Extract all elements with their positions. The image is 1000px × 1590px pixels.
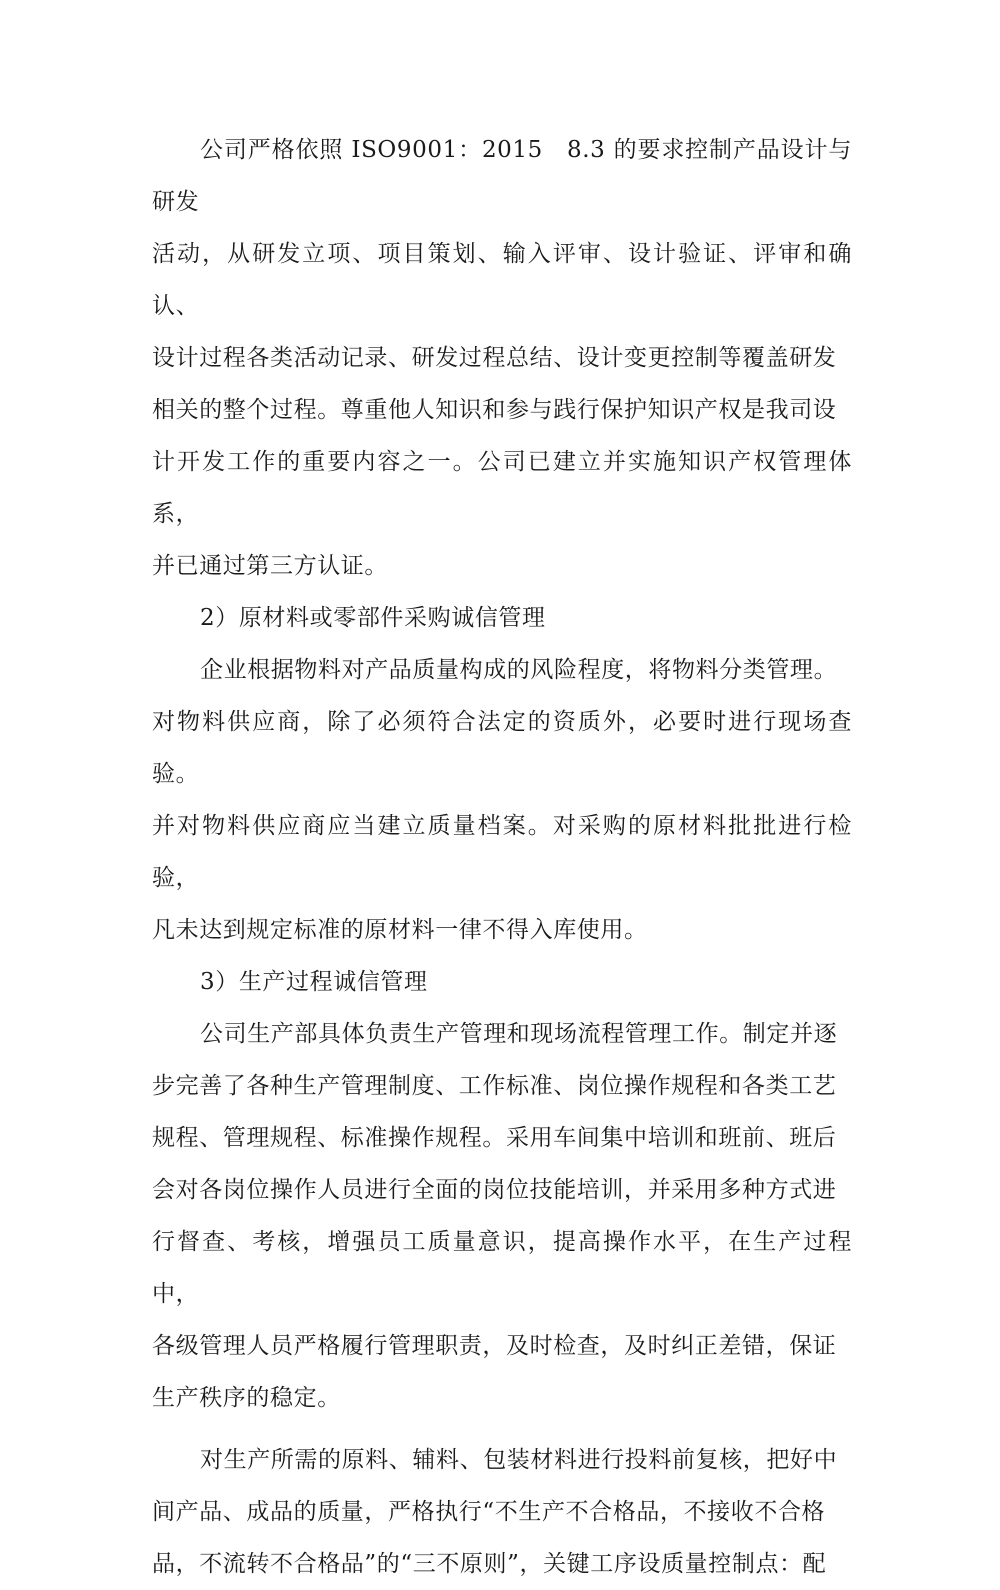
paragraph-material-check [152, 1434, 852, 1590]
paragraph-rd-control [152, 124, 852, 592]
text-line: 对物料供应商，除了必须符合法定的资质外，必要时进行现场查验。 [152, 709, 852, 787]
text-line: 公司严格依照 ISO9001：2015 8.3 的要求控制产品设计与研发 [152, 137, 852, 215]
text-line: 计开发工作的重要内容之一。公司已建立并实施知识产权管理体系， [152, 449, 852, 527]
text-line: 间产品、成品的质量，严格执行“不生产不合格品，不接收不合格 [152, 1499, 826, 1525]
text-line: 行督查、考核，增强员工质量意识，提高操作水平，在生产过程中， [152, 1229, 852, 1307]
text-line: 规程、管理规程、标准操作规程。采用车间集中培训和班前、班后 [152, 1125, 837, 1151]
text-line: 并对物料供应商应当建立质量档案。对采购的原材料批批进行检验， [152, 813, 852, 891]
text-line: 公司生产部具体负责生产管理和现场流程管理工作。制定并逐 [200, 1021, 838, 1047]
text-line: 活动，从研发立项、项目策划、输入评审、设计验证、评审和确认、 [152, 241, 852, 319]
text-line: 相关的整个过程。尊重他人知识和参与践行保护知识产权是我司设 [152, 397, 837, 423]
text-line: 生产秩序的稳定。 [152, 1385, 341, 1411]
section-heading-production [152, 956, 852, 1008]
text-line: 设计过程各类活动记录、研发过程总结、设计变更控制等覆盖研发 [152, 345, 837, 371]
text-line: 企业根据物料对产品质量构成的风险程度，将物料分类管理。 [200, 657, 838, 683]
text-line: 会对各岗位操作人员进行全面的岗位技能培训，并采用多种方式进 [152, 1177, 837, 1203]
section-heading-procurement [152, 592, 852, 644]
heading-text: 2）原材料或零部件采购诚信管理 [200, 605, 546, 631]
text-line: 步完善了各种生产管理制度、工作标准、岗位操作规程和各类工艺 [152, 1073, 837, 1099]
paragraph-procurement [152, 644, 852, 956]
text-line: 品，不流转不合格品”的“三不原则”，关键工序设质量控制点：配 [152, 1551, 827, 1577]
text-line: 各级管理人员严格履行管理职责，及时检查，及时纠正差错，保证 [152, 1333, 837, 1359]
document-body [152, 124, 852, 1590]
heading-text: 3）生产过程诚信管理 [200, 969, 428, 995]
paragraph-production-management [152, 1008, 852, 1424]
text-line: 凡未达到规定标准的原材料一律不得入库使用。 [152, 917, 648, 943]
text-line: 对生产所需的原料、辅料、包装材料进行投料前复核，把好中 [200, 1447, 838, 1473]
text-line: 并已通过第三方认证。 [152, 553, 388, 579]
